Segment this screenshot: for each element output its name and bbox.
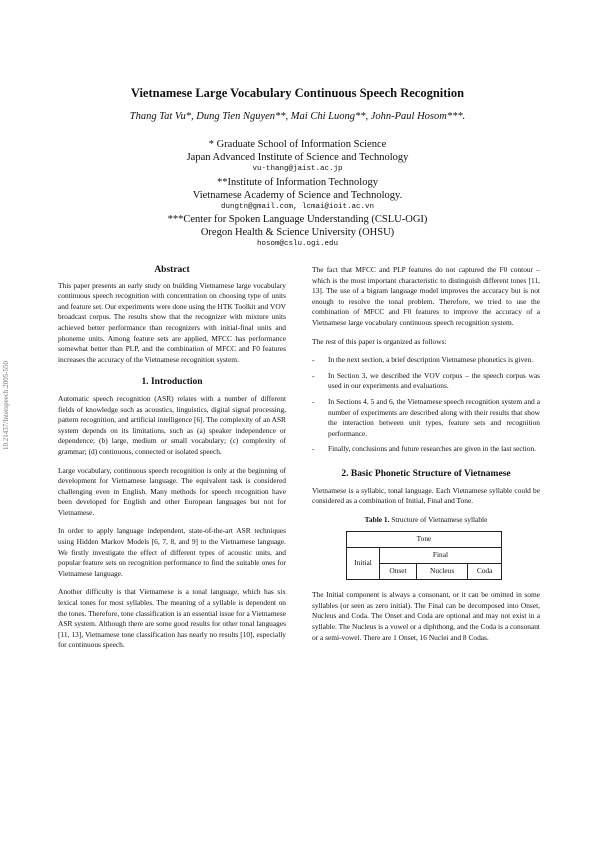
right-paragraph-2: The rest of this paper is organized as follows: (312, 336, 447, 346)
affiliation-3-name: ***Center for Spoken Language Understanding (CSLU-OGI) (167, 214, 428, 225)
table-caption-text: Structure of Vietnamese syllable (389, 514, 488, 524)
affiliation-2-name: **Institute of Information Technology (217, 177, 378, 188)
affiliation-1-email: vu-thang@jaist.ac.jp (252, 165, 343, 173)
table-cell-coda: Coda (468, 564, 502, 580)
section-2-paragraph-1: Vietnamese is a syllabic, tonal language. Each Vietnamese syllable could be considered as a combination of Initial, Final and Tone. (312, 485, 540, 506)
affiliation-1-institution: Japan Advanced Institute of Science and Technology (186, 152, 409, 163)
table-cell-initial: Initial (347, 548, 380, 580)
list-item: - In Section 3, we described the VOV corpus – the speech corpus was used in our experiments and evaluations. (312, 371, 540, 392)
table-caption-label: Table 1. (364, 514, 390, 524)
outline-list (312, 355, 540, 455)
abstract-heading: Abstract (154, 265, 190, 275)
affiliation-2-email: dungtn@gmail.com, lcmai@ioit.ac.vn (220, 203, 375, 211)
affiliation-3 (0, 213, 595, 249)
right-column (312, 265, 540, 651)
list-item: - In the next section, a brief description Vietnamese phonetics is given. (312, 355, 540, 366)
left-column (58, 265, 286, 659)
intro-paragraph-1: Automatic speech recognition (ASR) relates with a number of different fields of knowledge such as acoustics, linguistics, digital signal processing, pattern recognition, and artificial intelligence [6]. The complexity of an ASR system depends on its limitations, such as (a) speaker independence or dependence; (b) large, medium or small vocabulary; (c) complexity of grammar; (d) continuous, connected or isolated speech. (58, 393, 286, 456)
author-list: Thang Tat Vu*, Dung Tien Nguyen**, Mai Chi Luong**, John-Paul Hosom***. (129, 111, 466, 122)
abstract-text: This paper presents an early study on building Vietnamese large vocabulary continuous speech recognition with concentration on choosing type of units and feature set. Our experiments were done using the HTK Toolkit and VOV broadcast corpus. The results show that the recognizer with mixture units achieved better performance than recognizers with initial-final units and phoneme units. Among feature sets are applied, MFCC has performance somewhat better than PLP, and the combination of MFCC and F0 features increases the accuracy of the Vietnamese recognition system. (58, 280, 286, 364)
intro-paragraph-4: Another difficulty is that Vietnamese is a tonal language, which has six lexical tones for most syllables. The meaning of a syllable is dependent on the tones. Therefore, tone classification is an essential issue for a Vietnamese ASR system. Although there are some good results for other tonal languages [11, 13], Vietnamese tone classification has nearly no results [10], especially for continuous speech. (58, 587, 286, 650)
doi-side-label: 10.21437/Interspeech.2005-550 (2, 360, 10, 450)
paper-title: Vietnamese Large Vocabulary Continuous Speech Recognition (130, 86, 465, 100)
list-item: - In Sections 4, 5 and 6, the Vietnamese speech recognition system and a number of experiments are described along with their results that show the interaction between unit types, feature sets and recognition performance. (312, 397, 540, 439)
intro-heading: 1. Introduction (141, 377, 203, 388)
affiliation-3-institution: Oregon Health & Science University (OHSU) (200, 227, 395, 238)
affiliation-1 (0, 138, 595, 174)
table-cell-tone: Tone (347, 532, 502, 548)
table-cell-onset: Onset (380, 564, 417, 580)
section-2-paragraph-2: The Initial component is always a consonant, or it can be omitted in some syllables (or seen as zero initial). The Final can be decomposed into Onset, Nucleus and Coda. The Onset and Coda are optional and may not exist in a syllable. The Nucleus is a vowel or a diphthong, and the Coda is a consonant or a semi-vowel. There are 1 Onset, 16 Nuclei and 8 Codas. (312, 590, 540, 642)
list-item: - Finally, conclusions and future researches are given in the last section. (312, 444, 540, 455)
intro-paragraph-2: Large vocabulary, continuous speech recognition is only at the beginning of development for Vietnamese language. The equivalent task is considered challenging even in English. Many methods for speech recognition have been developed for English and other European languages but not for Vietnamese. (58, 465, 286, 517)
affiliation-1-name: * Graduate School of Information Science (208, 139, 387, 150)
right-paragraph-1: The fact that MFCC and PLP features do not captured the F0 contour – which is the most important characteristic to distinguish different tones [11, 13]. The use of a bigram language model improves the accuracy but is not enough to resolve the tonal problem. Therefore, we tried to use the combination of MFCC and F0 features to improve the accuracy of a Vietnamese large vocabulary continuous speech recognition system. (312, 265, 540, 327)
table-caption (312, 515, 540, 526)
intro-paragraph-3: In order to apply language independent, state-of-the-art ASR techniques using Hidden Markov Models [6, 7, 8, and 9] to the Vietnamese language. We firstly investigate the effect of different types of acoustic units, and popular feature sets on recognition performance to find the suitable ones for Vietnamese language. (58, 526, 286, 578)
section-2-heading: 2. Basic Phonetic Structure of Vietnamese (341, 468, 511, 479)
affiliation-2 (0, 176, 595, 212)
syllable-structure-table (346, 531, 502, 580)
table-cell-final: Final (380, 548, 502, 564)
affiliation-3-email: hosom@cslu.ogi.edu (256, 240, 338, 248)
affiliation-2-institution: Vietnamese Academy of Science and Technology. (192, 190, 403, 201)
table-cell-nucleus: Nucleus (417, 564, 468, 580)
